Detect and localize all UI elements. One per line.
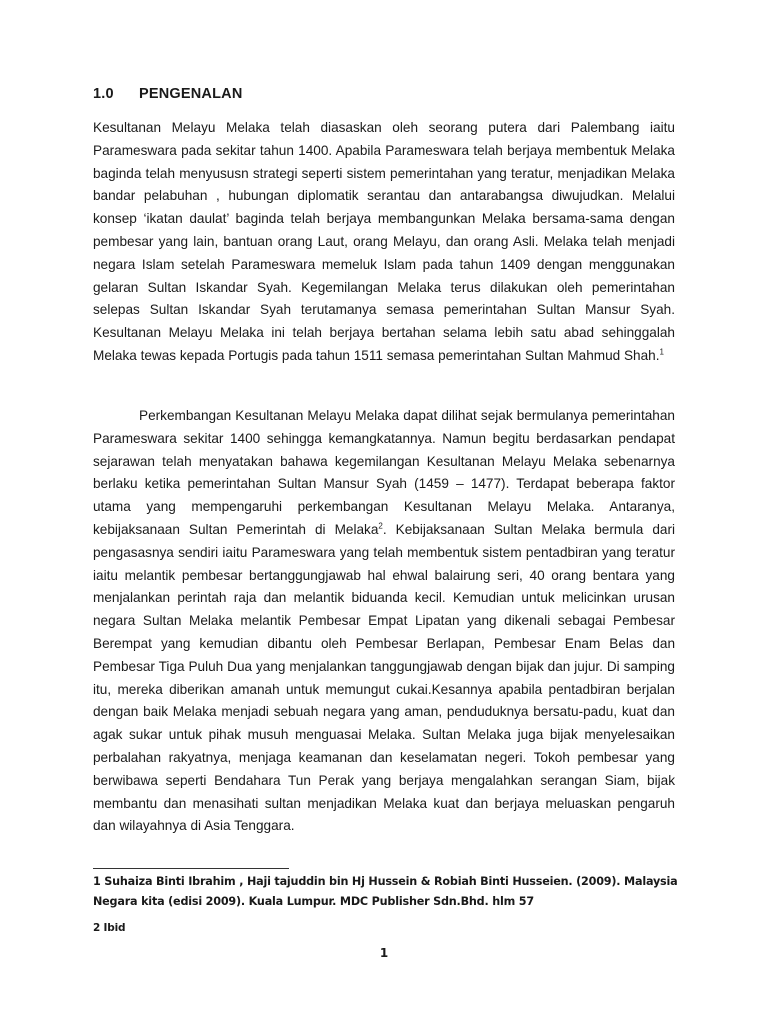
- footnote-1: 1 Suhaiza Binti Ibrahim , Haji tajuddin bin Hj Hussein & Robiah Binti Husseien. (2009). Malaysia Negara kita (edisi 2009). Kuala Lumpur. MDC Publisher Sdn.Bhd. hlm 57: [93, 875, 678, 908]
- paragraph-2-text-after: . Kebijaksanaan Sultan Melaka bermula dari pengasasnya sendiri iaitu Parameswara yang telah membentuk sistem pentadbiran yang teratur iaitu melantik pembesar bertanggungjawab hal ehwal balairung seri, 40 orang bentara yang menjalankan perintah raja dan melantik biduanda kecil. Kemudian untuk melicinkan urusan negara Sultan Melaka melantik Pembesar Empat Lipatan yang dikenali sebagai Pembesar Berempat yang kemudian dibantu oleh Pembesar Berlapan, Pembesar Enam Belas dan Pembesar Tiga Puluh Dua yang menjalankan tanggungjawab dengan bijak dan jujur. Di samping itu, mereka diberikan amanah untuk memungut cukai.Kesannya apabila pentadbiran berjalan dengan baik Melaka menjadi sebuah negara yang aman, penduduknya bersatu-padu, kuat dan agak sukar untuk pihak musuh menguasai Melaka. Sultan Melaka juga bijak menyelesaikan perbalahan rakyatnya, menjaga keamanan dan keselamatan negeri. Tokoh pembesar yang berwibawa seperti Bendahara Tun Perak yang berjaya mengalahkan serangan Siam, bijak membantu dan menasihati sultan menjadikan Melaka kuat dan berjaya meluaskan pengaruh dan wilayahnya di Asia Tenggara.: [93, 521, 675, 834]
- footnote-2: 2 Ibid: [93, 922, 126, 934]
- page-number: 1: [379, 946, 389, 960]
- section-number: 1.0: [93, 86, 114, 102]
- section-heading: [93, 86, 243, 102]
- paragraph-2-text-before: Perkembangan Kesultanan Melayu Melaka dapat dilihat sejak bermulanya pemerintahan Parameswara sekitar 1400 sehingga kemangkatannya. Namun begitu berdasarkan pendapat sejarawan telah menyatakan bahawa kegemilangan Kesultanan Melayu Melaka sebenarnya berlaku ketika pemerintahan Sultan Mansur Syah (1459 – 1477). Terdapat beberapa faktor utama yang mempengaruhi perkembangan Kesultanan Melayu Melaka. Antaranya, kebijaksanaan Sultan Pemerintah di Melaka: [93, 408, 675, 537]
- section-title: PENGENALAN: [139, 86, 243, 102]
- paragraph-1-text: Kesultanan Melayu Melaka telah diasaskan oleh seorang putera dari Palembang iaitu Parameswara pada sekitar tahun 1400. Apabila Parameswara telah berjaya membentuk Melaka baginda telah menyususn strategi seperti sistem pemerintahan yang teratur, menjadikan Melaka bandar pelabuhan , hubungan diplomatik serantau dan antarabangsa diwujudkan. Melalui konsep ‘ikatan daulat’ baginda telah berjaya membangunkan Melaka bersama-sama dengan pembesar yang lain, bantuan orang Laut, orang Melayu, dan orang Asli. Melaka telah menjadi negara Islam setelah Parameswara memeluk Islam pada tahun 1409 dengan menggunakan gelaran Sultan Iskandar Syah. Kegemilangan Melaka terus dilakukan oleh pemerintahan selepas Sultan Iskandar Syah terutamanya semasa pemerintahan Sultan Mansur Syah. Kesultanan Melayu Melaka ini telah berjaya bertahan selama lebih satu abad sehinggalah Melaka tewas kepada Portugis pada tahun 1511 semasa pemerintahan Sultan Mahmud Shah.: [93, 120, 675, 363]
- footnote-separator: [93, 868, 289, 869]
- footnote-ref-1[interactable]: 1: [659, 347, 664, 357]
- paragraph-2: [93, 405, 675, 838]
- paragraph-1: [93, 117, 675, 368]
- footnote-ref-2[interactable]: 2: [378, 521, 383, 531]
